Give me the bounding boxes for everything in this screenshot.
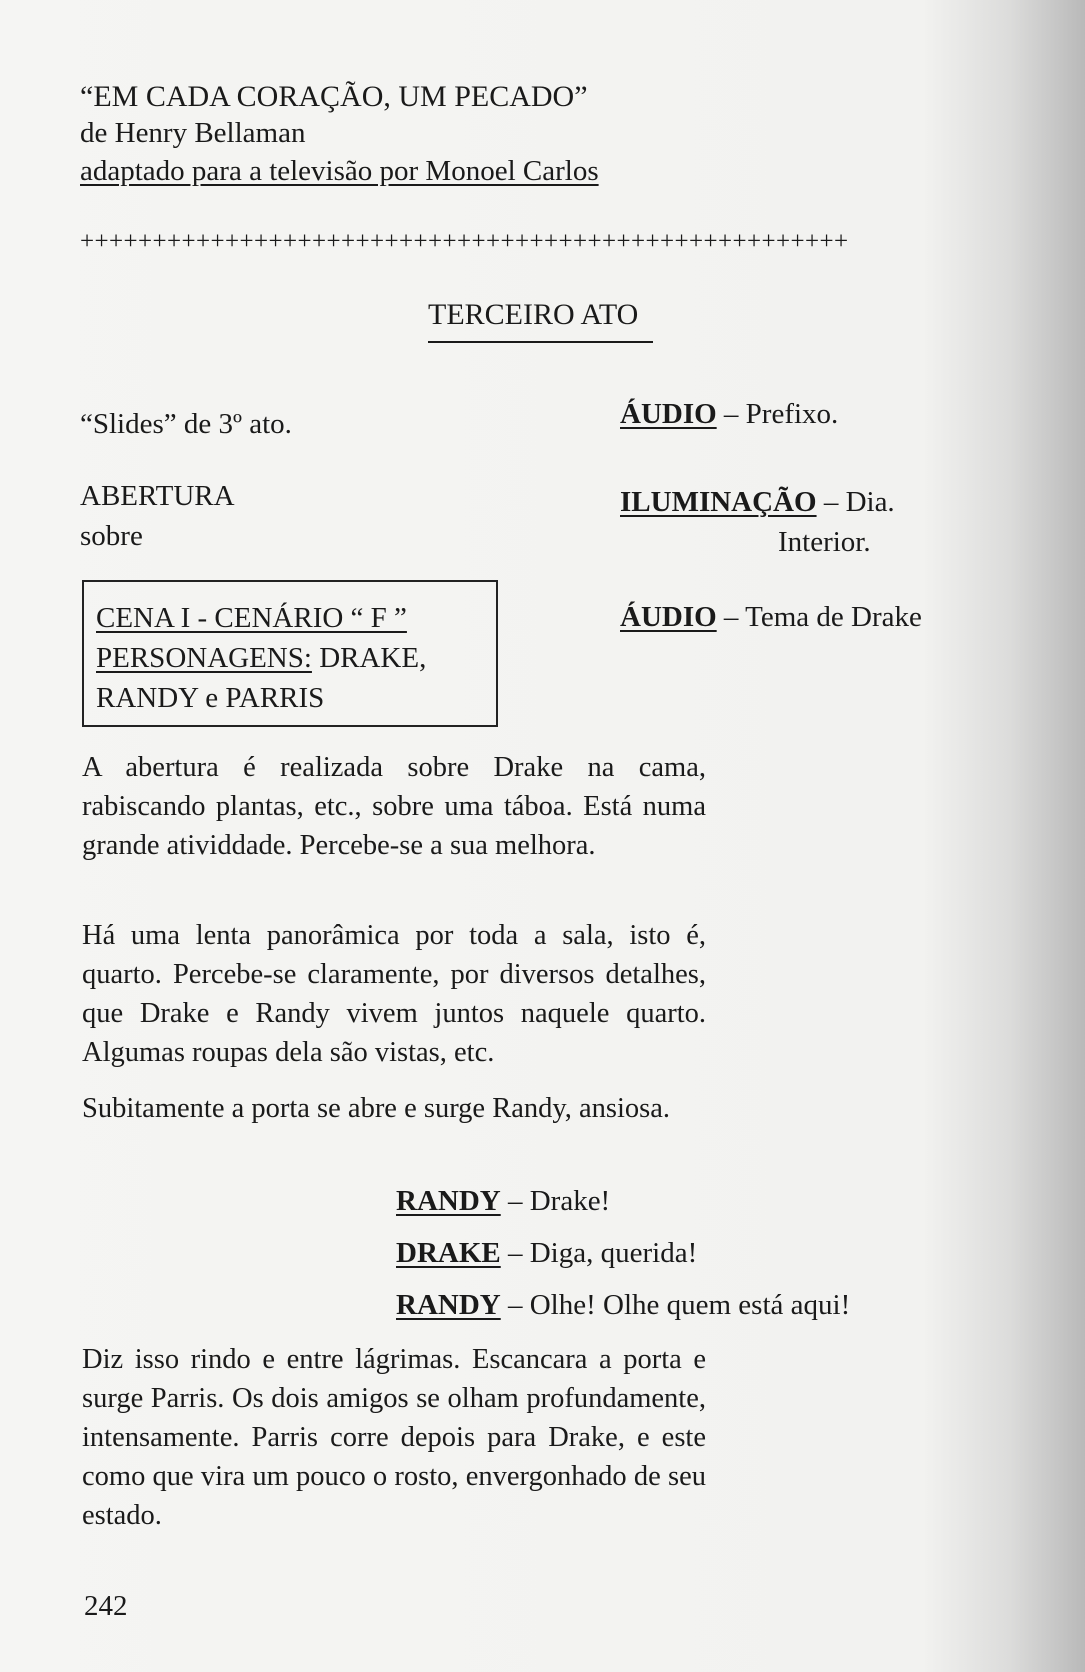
page-number: 242 [84, 1590, 128, 1622]
dialogue-line [396, 1185, 610, 1218]
speaker: DRAKE [396, 1237, 501, 1269]
cue-text: – Dia. [816, 486, 895, 518]
sobre-note: sobre [80, 520, 143, 552]
cue-label: ÁUDIO [620, 398, 717, 430]
act-title: TERCEIRO ATO [428, 298, 639, 331]
slides-note: “Slides” de 3º ato. [80, 408, 292, 440]
separator-line: +++++++++++++++++++++++++++++++++++++++++++++++++++++ [80, 228, 849, 255]
speech: – Diga, querida! [500, 1237, 698, 1269]
cue-text: – Tema de Drake [716, 601, 922, 633]
cue-label: ÁUDIO [620, 601, 717, 633]
speaker: RANDY [396, 1289, 501, 1321]
play-title: “EM CADA CORAÇÃO, UM PECADO” [80, 80, 588, 113]
speaker: RANDY [396, 1185, 501, 1217]
paragraph: A abertura é realizada sobre Drake na cama, rabiscando plantas, etc., sobre uma táboa. Está numa grande atividdade. Percebe-se a sua melhora. [82, 752, 706, 861]
audio-cue-theme [620, 601, 922, 634]
cue-label: ILUMINAÇÃO [620, 486, 817, 518]
speech: – Olhe! Olhe quem está aqui! [500, 1289, 851, 1321]
characters-label: PERSONAGENS: [96, 642, 312, 674]
adaptation-line: adaptado para a televisão por Monoel Carlos [80, 155, 599, 187]
scene-characters-cont: RANDY e PARRIS [96, 682, 325, 714]
scene-heading: CENA I - CENÁRIO “ F ” [96, 602, 407, 634]
paragraph: Subitamente a porta se abre e surge Randy, ansiosa. [82, 1093, 671, 1124]
speech: – Drake! [500, 1185, 611, 1217]
act-title-rule [428, 341, 653, 343]
lighting-cue [620, 486, 895, 519]
abertura-note: ABERTURA [80, 480, 235, 512]
dialogue-line [396, 1237, 697, 1270]
audio-cue-prefix [620, 398, 838, 431]
author-line: de Henry Bellaman [80, 117, 306, 149]
paragraph: Há uma lenta panorâmica por toda a sala, isto é, quarto. Percebe-se claramente, por diversos detalhes, que Drake e Randy vivem juntos naquele quarto. Algumas roupas dela são vistas, etc. [82, 920, 706, 1068]
cue-text: – Prefixo. [716, 398, 839, 430]
lighting-cue-continuation: Interior. [778, 526, 871, 558]
dialogue-line [396, 1289, 850, 1322]
paragraph: Diz isso rindo e entre lágrimas. Escancara a porta e surge Parris. Os dois amigos se olham profundamente, intensamente. Parris corre depois para Drake, e este como que vira um pouco o rosto, envergonhado de seu estado. [82, 1344, 706, 1531]
scene-characters [96, 642, 426, 675]
characters-text: DRAKE, [311, 642, 427, 674]
